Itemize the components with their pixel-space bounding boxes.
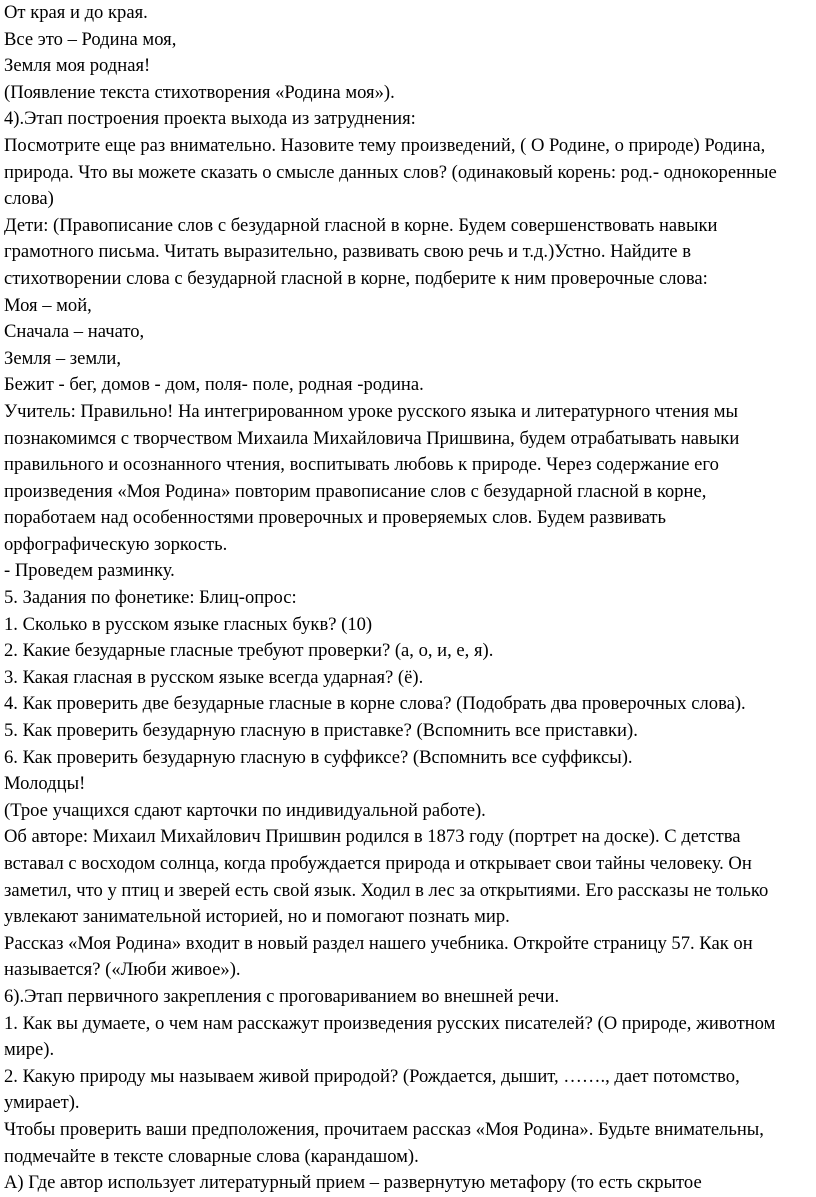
text-line: 2. Какую природу мы называем живой природой? (Рождается, дышит, ……., дает потомство, (4, 1065, 740, 1087)
text-line: 2. Какие безударные гласные требуют проверки? (а, о, и, е, я). (4, 640, 494, 662)
text-line: Чтобы проверить ваши предположения, прочитаем рассказ «Моя Родина». Будьте внимательны, (4, 1118, 764, 1140)
text-line: 4. Как проверить две безударные гласные в корне слова? (Подобрать два проверочных слова). (4, 693, 746, 715)
text-line: грамотного письма. Читать выразительно, развивать свою речь и т.д.)Устно. Найдите в (4, 241, 691, 263)
text-line: называется? («Люби живое»). (4, 959, 241, 981)
text-line: познакомимся с творчеством Михаила Михайловича Пришвина, будем отрабатывать навыки (4, 427, 740, 449)
text-line: Рассказ «Моя Родина» входит в новый раздел нашего учебника. Откройте страницу 57. Как он (4, 932, 753, 954)
text-line: 1. Сколько в русском языке гласных букв? (10) (4, 613, 373, 635)
text-line: 4).Этап построения проекта выхода из затруднения: (4, 108, 416, 130)
text-line: Учитель: Правильно! На интегрированном уроке русского языка и литературного чтения мы (4, 400, 739, 422)
text-line: 6. Как проверить безударную гласную в суффиксе? (Вспомнить все суффиксы). (4, 746, 633, 768)
text-line: заметил, что у птиц и зверей есть свой язык. Ходил в лес за открытиями. Его рассказы не только (4, 879, 769, 901)
text-line: подмечайте в тексте словарные слова (карандашом). (4, 1145, 419, 1167)
text-line: Моя – мой, (4, 294, 92, 316)
text-line: 3. Какая гласная в русском языке всегда ударная? (ё). (4, 666, 424, 688)
text-line: Дети: (Правописание слов с безударной гласной в корне. Будем совершенствовать навыки (4, 214, 718, 236)
text-line: Все это – Родина моя, (4, 28, 177, 50)
text-line: мире). (4, 1039, 55, 1061)
text-line: увлекают занимательной историей, но и помогают познать мир. (4, 906, 510, 928)
text-line: правильного и осознанного чтения, воспитывать любовь к природе. Через содержание его (4, 454, 719, 476)
text-line: вставал с восходом солнца, когда пробуждается природа и открывает свои тайны человеку. Он (4, 853, 752, 874)
text-line: (Трое учащихся сдают карточки по индивидуальной работе). (4, 799, 486, 821)
document-body (4, 0, 812, 1197)
text-line: слова) (4, 188, 54, 210)
text-line: Молодцы! (4, 773, 86, 795)
text-line: - Проведем разминку. (4, 560, 175, 582)
text-line: Земля моя родная! (4, 55, 151, 77)
text-line: природа. Что вы можете сказать о смысле данных слов? (одинаковый корень: род.- однокоренные (4, 161, 777, 183)
text-line: 1. Как вы думаете, о чем нам расскажут произведения русских писателей? (О природе, животном (4, 1012, 776, 1034)
text-line: Бежит - бег, домов - дом, поля- поле, родная -родина. (4, 374, 424, 396)
text-line: орфографическую зоркость. (4, 533, 228, 555)
text-line: От края и до края. (4, 2, 148, 23)
text-line: Посмотрите еще раз внимательно. Назовите тему произведений, ( О Родине, о природе) Родина, (4, 134, 766, 156)
text-line: 5. Как проверить безударную гласную в приставке? (Вспомнить все приставки). (4, 720, 638, 742)
text-line: (Появление текста стихотворения «Родина моя»). (4, 81, 395, 103)
text-line: Об авторе: Михаил Михайлович Пришвин родился в 1873 году (портрет на доске). С детства (4, 826, 741, 848)
text-line: 5. Задания по фонетике: Блиц-опрос: (4, 587, 297, 609)
text-line: 6).Этап первичного закрепления с проговариванием во внешней речи. (4, 985, 560, 1007)
text-line: стихотворении слова с безударной гласной в корне, подберите к ним проверочные слова: (4, 267, 708, 289)
text-line: Сначала – начато, (4, 321, 145, 343)
text-line: поработаем над особенностями проверочных и проверяемых слов. Будем развивать (4, 507, 666, 529)
text-line: Земля – земли, (4, 347, 122, 369)
text-line: А) Где автор использует литературный прием – развернутую метафору (то есть скрытое (4, 1172, 702, 1194)
text-line: умирает). (4, 1092, 80, 1114)
text-line: произведения «Моя Родина» повторим правописание слов с безударной гласной в корне, (4, 480, 707, 502)
